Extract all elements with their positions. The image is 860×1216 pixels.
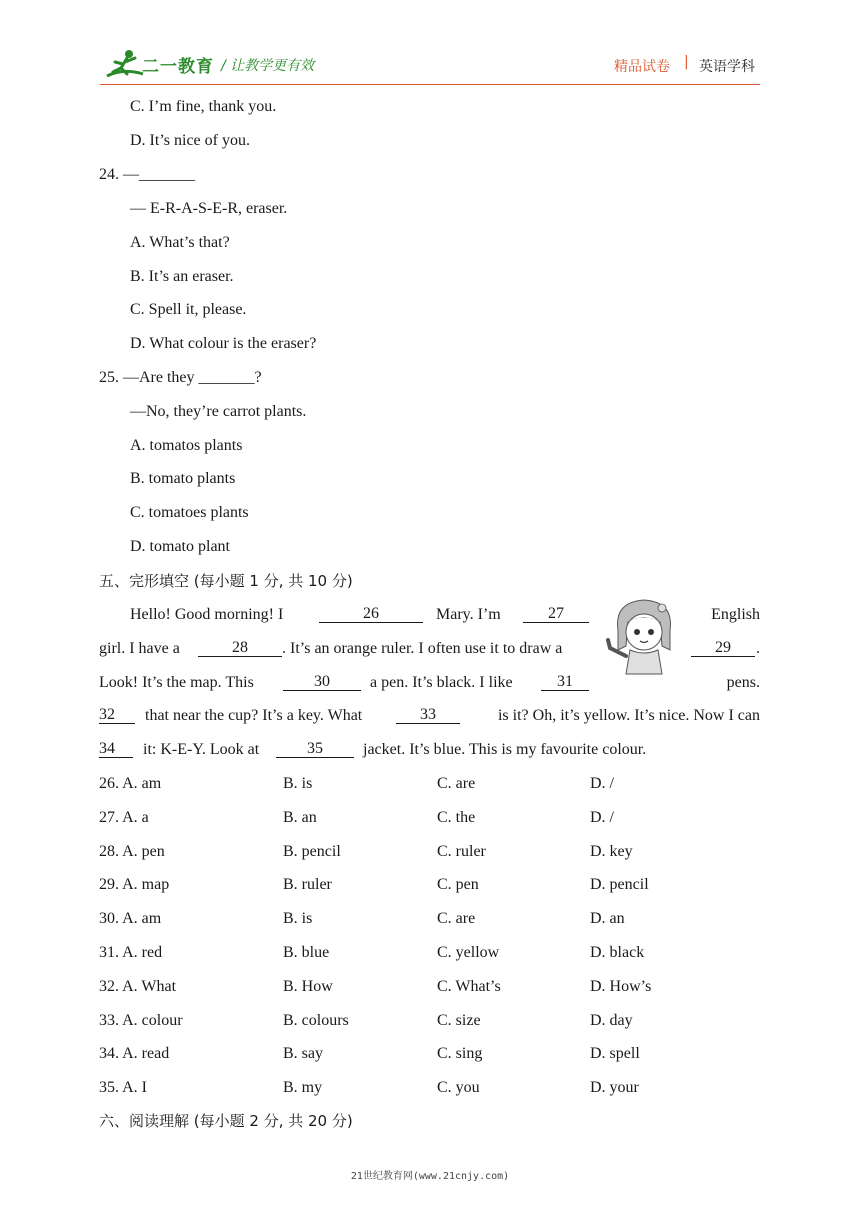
header-rule [100, 84, 760, 85]
blank-32: 32 [99, 706, 135, 724]
blank-31: 31 [541, 673, 589, 691]
option-row [99, 1011, 760, 1031]
passage-text: . [756, 640, 760, 657]
option-choice: D. How’s [590, 978, 652, 995]
q24-stem: 24. —_______ [99, 166, 195, 183]
blank-35: 35 [276, 740, 354, 758]
option-row [99, 1078, 760, 1098]
passage-text: that near the cup? It’s a key. What [145, 707, 363, 724]
option-row [99, 808, 760, 828]
header-separator: | [684, 54, 689, 70]
option-choice: B. colours [283, 1012, 349, 1029]
passage-text: Mary. I’m [436, 606, 501, 623]
passage-text: a pen. It’s black. I like [370, 674, 513, 691]
option-choice: 28. A. pen [99, 843, 165, 860]
option-choice: C. are [437, 775, 476, 792]
q25-option-a: A. tomatos plants [130, 437, 243, 454]
passage-text: is it? Oh, it’s yellow. It’s nice. Now I can [497, 707, 760, 724]
option-choice: B. is [283, 910, 313, 927]
option-row [99, 977, 760, 997]
option-row [99, 774, 760, 794]
option-choice: 31. A. red [99, 944, 163, 961]
q25-stem: 25. —Are they _______? [99, 369, 262, 386]
option-choice: C. What’s [437, 978, 501, 995]
option-choice: D. your [590, 1079, 639, 1096]
blank-28: 28 [198, 639, 282, 657]
option-choice: B. say [283, 1045, 323, 1062]
option-choice: 34. A. read [99, 1045, 170, 1062]
option-choice: D. black [590, 944, 645, 961]
option-choice: C. yellow [437, 944, 500, 961]
option-choice: C. ruler [437, 843, 486, 860]
option-choice: 30. A. am [99, 910, 162, 927]
option-choice: 32. A. What [99, 978, 177, 995]
passage-text: English [711, 606, 760, 623]
blank-30: 30 [283, 673, 361, 691]
section-5-title: 五、完形填空 (每小题 1 分, 共 10 分) [99, 572, 353, 590]
q25-answer: —No, they’re carrot plants. [130, 403, 307, 420]
option-choice: C. sing [437, 1045, 483, 1062]
q24-option-d: D. What colour is the eraser? [130, 335, 317, 352]
q24-option-a: A. What’s that? [130, 234, 230, 251]
q24-answer: — E-R-A-S-E-R, eraser. [130, 200, 288, 217]
blank-34: 34 [99, 740, 133, 758]
option-choice: B. pencil [283, 843, 341, 860]
option-row [99, 1044, 760, 1064]
q23-option-d: D. It’s nice of you. [130, 132, 250, 149]
passage-text: . It’s an orange ruler. I often use it to draw a [282, 640, 563, 657]
option-choice: D. day [590, 1012, 633, 1029]
option-choice: D. / [590, 809, 614, 826]
option-choice: B. How [283, 978, 333, 995]
q25-option-c: C. tomatoes plants [130, 504, 249, 521]
q24-option-b: B. It’s an eraser. [130, 268, 234, 285]
subject-label: 英语学科 [699, 59, 755, 75]
option-choice: C. you [437, 1079, 480, 1096]
q24-option-c: C. Spell it, please. [130, 301, 247, 318]
q25-option-d: D. tomato plant [130, 538, 230, 555]
option-choice: B. my [283, 1079, 323, 1096]
option-choice: B. ruler [283, 876, 332, 893]
passage-text: girl. I have a [99, 640, 180, 657]
option-choice: B. is [283, 775, 313, 792]
option-choice: B. an [283, 809, 317, 826]
blank-29: 29 [691, 639, 755, 657]
girl-pointing-illustration-icon [604, 596, 684, 676]
option-choice: D. spell [590, 1045, 640, 1062]
option-choice: D. an [590, 910, 625, 927]
passage-text: pens. [726, 674, 760, 691]
option-choice: 27. A. a [99, 809, 149, 826]
option-choice: 29. A. map [99, 876, 170, 893]
passage-text: it: K-E-Y. Look at [143, 741, 260, 758]
passage-text: Hello! Good morning! I [130, 606, 284, 623]
option-row [99, 943, 760, 963]
section-6-title: 六、阅读理解 (每小题 2 分, 共 20 分) [99, 1112, 353, 1130]
option-choice: D. pencil [590, 876, 649, 893]
passage-text: Look! It’s the map. This [99, 674, 254, 691]
passage-text: jacket. It’s blue. This is my favourite colour. [363, 741, 647, 758]
option-choice: C. pen [437, 876, 479, 893]
option-choice: 35. A. I [99, 1079, 147, 1096]
blank-33: 33 [396, 706, 460, 724]
option-choice: D. key [590, 843, 633, 860]
option-choice: C. size [437, 1012, 481, 1029]
option-choice: 33. A. colour [99, 1012, 183, 1029]
q23-option-c: C. I’m fine, thank you. [130, 98, 277, 115]
slogan: / 让教学更有效 [221, 58, 315, 74]
logo-text: 二一教育 [142, 57, 214, 77]
option-choice: B. blue [283, 944, 330, 961]
option-choice: D. / [590, 775, 614, 792]
option-choice: 26. A. am [99, 775, 162, 792]
q25-option-b: B. tomato plants [130, 470, 236, 487]
blank-27: 27 [523, 605, 589, 623]
exam-badge: 精品试卷 [614, 59, 670, 75]
option-row [99, 842, 760, 862]
option-row [99, 875, 760, 895]
option-choice: C. the [437, 809, 476, 826]
blank-26: 26 [319, 605, 423, 623]
option-choice: C. are [437, 910, 476, 927]
page-footer: 21世纪教育网(www.21cnjy.com) [350, 1171, 510, 1182]
page-header [0, 0, 860, 90]
option-row [99, 909, 760, 929]
